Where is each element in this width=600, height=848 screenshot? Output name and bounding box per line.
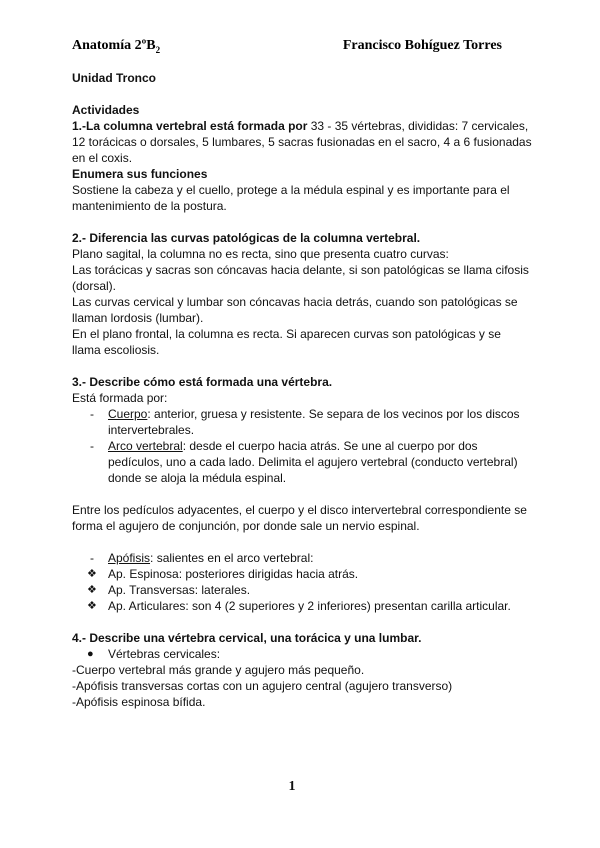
q3-heading: 3.- Describe cómo está formada una vértebra. bbox=[72, 375, 333, 389]
q2-heading: 2.- Diferencia las curvas patológicas de la columna vertebral. bbox=[72, 231, 421, 245]
list-item: ● Vértebras cervicales: bbox=[87, 647, 221, 661]
activities-title: Actividades bbox=[72, 103, 140, 117]
q4-line: -Cuerpo vertebral más grande y agujero más pequeño. bbox=[72, 663, 365, 677]
q2-p1: Plano sagital, la columna no es recta, sino que presenta cuatro curvas: bbox=[72, 247, 449, 261]
q4-line: -Apófisis espinosa bífida. bbox=[72, 695, 206, 709]
list-item bbox=[72, 406, 532, 438]
list-item: ❖ Ap. Articulares: son 4 (2 superiores y 2 inferiores) presentan carilla articular. bbox=[87, 599, 511, 613]
round-bullet-icon: ● bbox=[87, 648, 94, 660]
q1-text: 33 - 35 vértebras, divididas: 7 cervicales, 12 torácicas o dorsales, 5 lumbares, 5 sacras fusionadas en el sacro, 4 a 6 fusionadas en el coxis. bbox=[72, 119, 532, 165]
list-item bbox=[72, 550, 532, 566]
dash-marker: - bbox=[90, 407, 94, 421]
q4-line: -Apófisis transversas cortas con un agujero central (agujero transverso) bbox=[72, 679, 453, 693]
dash-marker: - bbox=[90, 439, 94, 453]
course-subscript: 2 bbox=[155, 44, 161, 55]
list-item: ❖ Ap. Transversas: laterales. bbox=[87, 583, 251, 597]
q3-paragraph: Entre los pedículos adyacentes, el cuerpo y el disco intervertebral correspondiente se forma el agujero de conjunción, por donde sale un nervio espinal. bbox=[72, 503, 527, 533]
diamond-bullet-icon: ❖ bbox=[87, 568, 97, 580]
q2-p4: En el plano frontal, la columna es recta. Si aparecen curvas son patológicas y se llama escoliosis. bbox=[72, 327, 501, 357]
item-desc: : anterior, gruesa y resistente. Se separa de los vecinos por los discos intervertebrales. bbox=[108, 407, 520, 437]
list-item bbox=[72, 438, 532, 486]
dash-marker: - bbox=[90, 551, 94, 565]
q2-p2: Las torácicas y sacras son cóncavas hacia delante, si son patológicas se llama cifosis (dorsal). bbox=[72, 263, 529, 293]
item-term: Cuerpo bbox=[108, 407, 148, 421]
author-name: Francisco Bohíguez Torres bbox=[342, 38, 502, 53]
course-title: Anatomía 2ºB$_2$ bbox=[72, 38, 161, 55]
q1-sub-text: Sostiene la cabeza y el cuello, protege a la médula espinal y es importante para el mantenimiento de la postura. bbox=[72, 183, 510, 213]
q1-paragraph bbox=[72, 118, 532, 166]
page-number: 1 bbox=[288, 779, 296, 794]
unit-title: Unidad Tronco bbox=[72, 71, 156, 85]
q1-heading: 1.-La columna vertebral está formada por bbox=[72, 119, 308, 133]
item-desc: : desde el cuerpo hacia atrás. Se une al cuerpo por dos pedículos, uno a cada lado. Delimita el agujero vertebral (conducto vertebral) donde se aloja la médula espinal. bbox=[108, 439, 518, 485]
diamond-bullet-icon: ❖ bbox=[87, 584, 97, 596]
list-item: ❖ Ap. Espinosa: posteriores dirigidas hacia atrás. bbox=[87, 567, 359, 581]
document-body bbox=[72, 70, 532, 710]
page-header bbox=[72, 38, 502, 58]
q3-intro: Está formada por: bbox=[72, 391, 168, 405]
item-term: Arco vertebral bbox=[108, 439, 183, 453]
diamond-bullet-icon: ❖ bbox=[87, 600, 97, 612]
q2-p3: Las curvas cervical y lumbar son cóncavas hacia detrás, cuando son patológicas se llaman lordosis (lumbar). bbox=[72, 295, 518, 325]
q4-heading: 4.- Describe una vértebra cervical, una torácica y una lumbar. bbox=[72, 631, 422, 645]
apofisis-desc: : salientes en el arco vertebral: bbox=[150, 551, 314, 565]
apofisis-term: Apófisis bbox=[108, 551, 151, 565]
q1-sub-heading: Enumera sus funciones bbox=[72, 167, 208, 181]
